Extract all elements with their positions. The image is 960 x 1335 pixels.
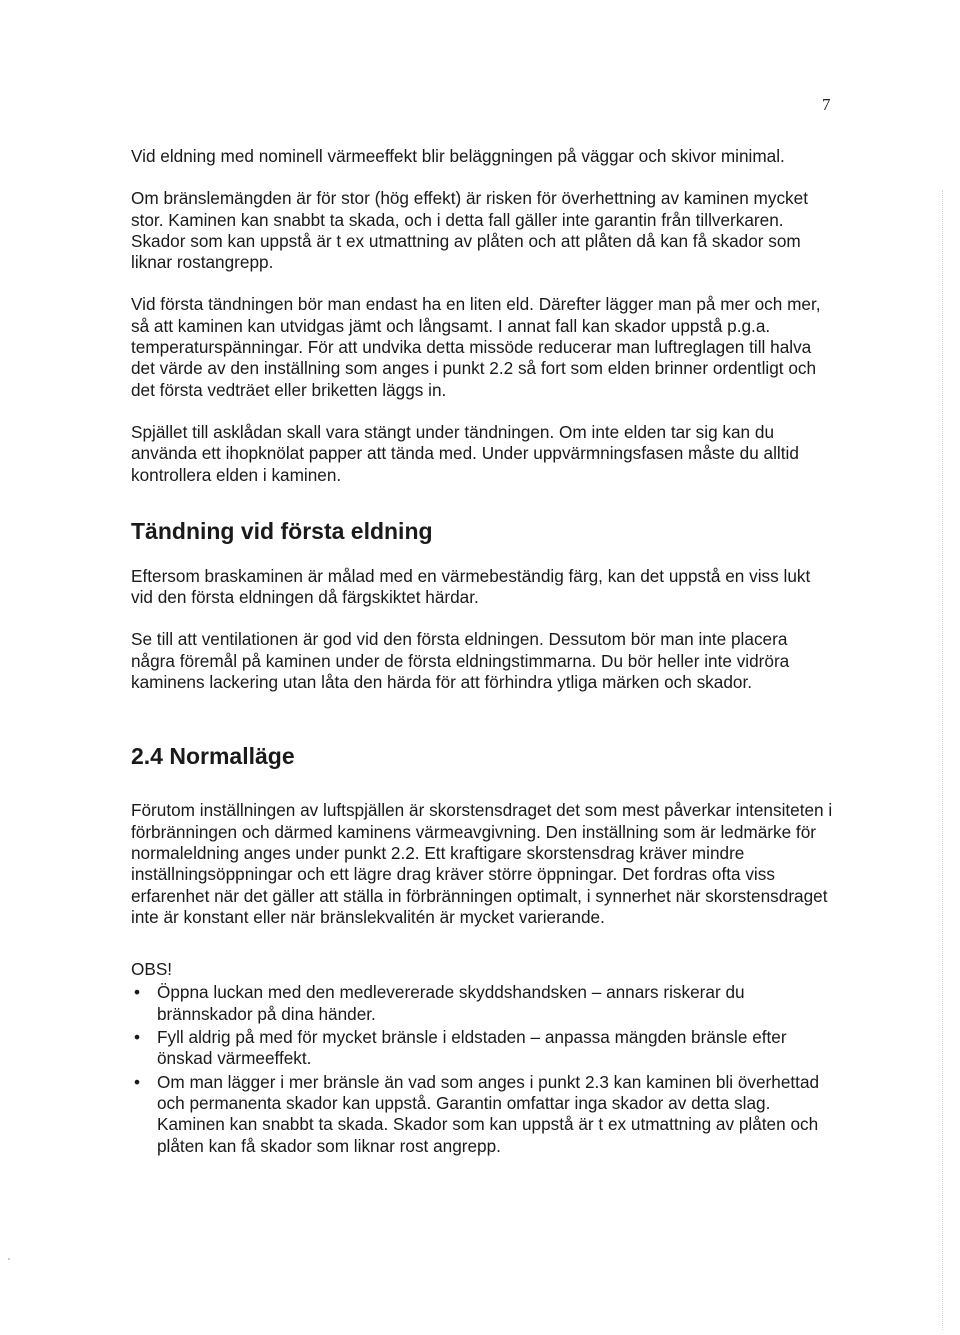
bullet-icon: •: [133, 1071, 141, 1092]
paragraph-ash-damper: Spjället till asklådan skall vara stängt under tändningen. Om inte elden tar sig kan du använda ett ihopknölat papper att tända med. Under uppvärmningsfasen måste du alltid kontrollera elden i kaminen.: [131, 421, 799, 485]
paragraph-overheating-risk: Om bränslemängden är för stor (hög effekt) är risken för överhettning av kaminen mycket stor. Kaminen kan snabbt ta skada, och i detta fall gäller inte garantin från tillverkaren. Skador som kan uppstå är t ex utmattning av plåten och att plåten då kan få skador som liknar rostangrepp.: [131, 188, 808, 273]
section-heading-tandning: Tändning vid första eldning: [131, 517, 433, 544]
paragraph-paint-odor: Eftersom braskaminen är målad med en värmebeständig färg, kan det uppstå en viss lukt vid den första eldningen då färgskiktet härdar.: [131, 565, 811, 608]
list-item-text: Om man lägger i mer bränsle än vad som anges i punkt 2.3 kan kaminen bli överhettad och permanenta skador kan uppstå. Garantin omfattar inga skador av detta slag. Kaminen kan snabbt ta skada. Skador som kan uppstå är t ex utmattning av plåten och plåten kan få skador som liknar rost angrepp.: [157, 1071, 820, 1156]
paragraph-first-ignition: Vid första tändningen bör man endast ha en liten eld. Därefter lägger man på mer och mer, så att kaminen kan utvidgas jämt och långsamt. I annat fall kan skador uppstå p.g.a. temperaturspänningar. För att undvika detta missöde reducerar man luftreglagen till halva det värde av den inställning som anges i punkt 2.2 så fort som elden brinner ordentligt och det första vedträet eller briketten läggs in.: [131, 294, 821, 400]
section-heading-normallage: 2.4 Normalläge: [131, 743, 295, 770]
list-item: [131, 1072, 836, 1157]
paragraph-chimney-draft: Förutom inställningen av luftspjällen är skorstensdraget det som mest påverkar intensiteten i förbränningen och därmed kaminens värmeavgivning. Den inställning som är ledmärke för normaleldning anges under punkt 2.2. Ett kraftigare skorstensdrag kräver mindre inställningsöppningar och ett lägre drag kräver större öppningar. Det fordras ofta viss erfarenhet när det gäller att ställa in förbränningen optimalt, i synnerhet när skorstensdraget inte är konstant eller när bränslekvalitén är mycket varierande.: [131, 800, 833, 927]
list-item-text: Fyll aldrig på med för mycket bränsle i eldstaden – anpassa mängden bränsle efter önskad värmeeffekt.: [157, 1027, 787, 1069]
obs-list: [131, 982, 836, 1156]
list-item-text: Öppna luckan med den medlevererade skyddshandsken – annars riskerar du brännskador på dina händer.: [157, 982, 745, 1024]
list-item: [131, 982, 836, 1025]
paragraph-ventilation: Se till att ventilationen är god vid den första eldningen. Dessutom bör man inte placera några föremål på kaminen under de första eldningstimmarna. Du bör heller inte vidröra kaminens lackering utan låta den härda för att förhindra ytliga märken och skador.: [131, 629, 790, 693]
scan-speck: [8, 1258, 10, 1260]
scan-edge-mark: [942, 190, 944, 1330]
bullet-icon: •: [133, 982, 141, 1003]
bullet-icon: •: [133, 1027, 141, 1048]
page-number: 7: [822, 95, 831, 114]
paragraph-nominal-effect: Vid eldning med nominell värmeeffekt blir beläggningen på väggar och skivor minimal.: [131, 146, 785, 166]
document-body: [131, 146, 836, 1159]
obs-label: OBS!: [131, 959, 173, 980]
list-item: [131, 1027, 836, 1070]
